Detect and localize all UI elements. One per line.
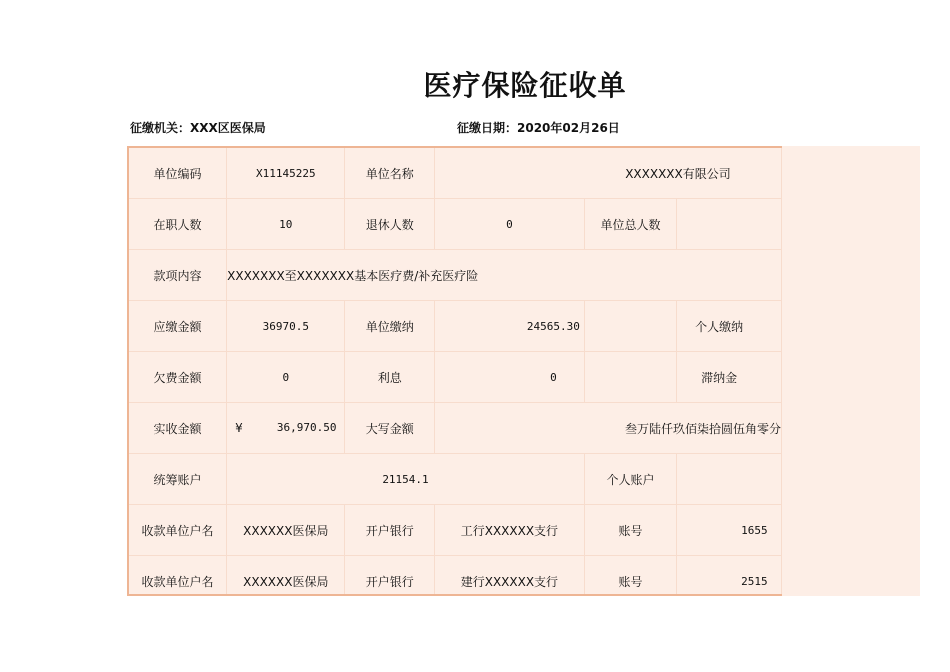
collection-date: 征缴日期：2020年02月26日 [457, 121, 620, 135]
label-payee-name: 收款单位户名 [129, 505, 227, 556]
label-arrears: 欠费金额 [129, 352, 227, 403]
value-payee-name: XXXXXX医保局 [227, 505, 345, 556]
table-row [129, 250, 782, 301]
table-row [129, 148, 782, 199]
collection-agency: 征缴机关：XXX区医保局 [130, 121, 266, 135]
value-bank: 工行XXXXXX支行 [434, 505, 584, 556]
amount-received-number: 36,970.50 [276, 421, 337, 434]
label-amount-due: 应缴金额 [129, 301, 227, 352]
value-bank: 建行XXXXXX支行 [434, 556, 584, 597]
collection-form-table [129, 148, 782, 596]
value-unit-payment-extra [584, 301, 676, 352]
value-retirees: 0 [434, 199, 584, 250]
value-interest: 0 [434, 352, 584, 403]
value-account-number: 2515 [677, 556, 782, 597]
page-title: 医疗保险征收单 [423, 69, 627, 102]
label-retirees: 退休人数 [345, 199, 435, 250]
value-unit-payment: 24565.30 [434, 301, 584, 352]
label-payee-name: 收款单位户名 [129, 556, 227, 597]
table-row [129, 301, 782, 352]
label-personal-payment: 个人缴纳 [677, 301, 782, 352]
value-pooled-account: 21154.1 [227, 454, 585, 505]
table-row [129, 454, 782, 505]
table-row [129, 352, 782, 403]
label-late-fee: 滞纳金 [677, 352, 782, 403]
label-interest: 利息 [345, 352, 435, 403]
table-row [129, 403, 782, 454]
table-row [129, 505, 782, 556]
label-payment-content: 款项内容 [129, 250, 227, 301]
label-unit-code: 单位编码 [129, 148, 227, 199]
value-unit-name: XXXXXXX有限公司 [434, 148, 781, 199]
value-payee-name: XXXXXX医保局 [227, 556, 345, 597]
value-unit-code: X11145225 [227, 148, 345, 199]
label-amount-in-words: 大写金额 [345, 403, 435, 454]
value-employees: 10 [227, 199, 345, 250]
label-employees: 在职人数 [129, 199, 227, 250]
label-account-number: 账号 [584, 556, 676, 597]
value-account-number: 1655 [677, 505, 782, 556]
label-total-staff: 单位总人数 [584, 199, 676, 250]
currency-symbol: ¥ [235, 421, 243, 435]
table-row [129, 199, 782, 250]
value-total-staff [677, 199, 782, 250]
table-row [129, 556, 782, 597]
label-bank: 开户银行 [345, 556, 435, 597]
value-arrears: 0 [227, 352, 345, 403]
value-interest-extra [584, 352, 676, 403]
label-unit-name: 单位名称 [345, 148, 435, 199]
label-pooled-account: 统筹账户 [129, 454, 227, 505]
value-amount-due: 36970.5 [227, 301, 345, 352]
label-bank: 开户银行 [345, 505, 435, 556]
value-personal-account [677, 454, 782, 505]
form-table-frame [127, 146, 782, 596]
value-amount-received [227, 403, 345, 454]
label-unit-payment: 单位缴纳 [345, 301, 435, 352]
label-amount-received: 实收金额 [129, 403, 227, 454]
value-amount-in-words: 叁万陆仟玖佰柒拾圆伍角零分 [434, 403, 781, 454]
label-personal-account: 个人账户 [584, 454, 676, 505]
label-account-number: 账号 [584, 505, 676, 556]
value-payment-content: XXXXXXX至XXXXXXX基本医疗费/补充医疗险 [227, 250, 782, 301]
